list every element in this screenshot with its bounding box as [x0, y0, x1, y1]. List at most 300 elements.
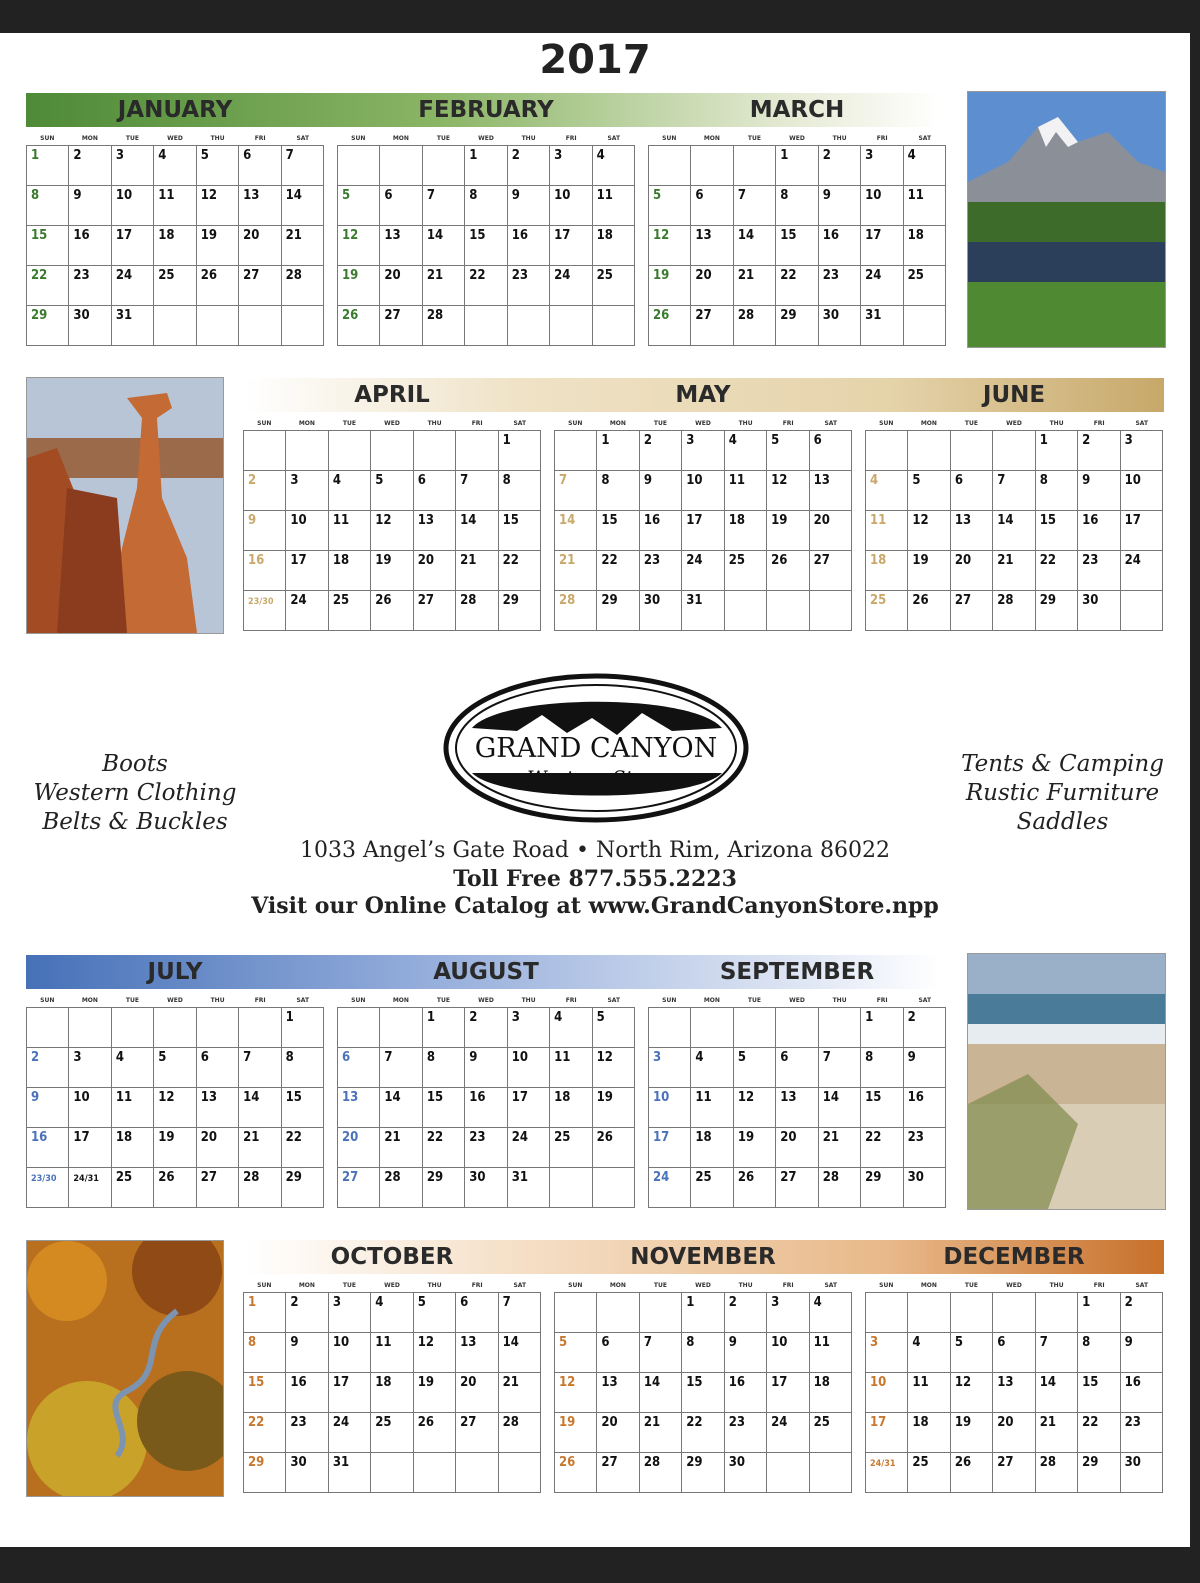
empty-day-cell: [329, 431, 371, 471]
day-number: 15: [601, 513, 618, 528]
weekday-label: MON: [703, 135, 720, 142]
day-cell: [329, 1373, 371, 1413]
day-number: 17: [653, 1130, 670, 1145]
day-cell: [286, 1373, 328, 1413]
day-number: 30: [643, 593, 661, 608]
day-cell: [904, 1168, 946, 1208]
day-cell: [414, 1333, 456, 1373]
day-number: 7: [559, 473, 568, 488]
day-cell: [338, 266, 380, 306]
day-cell: [244, 1453, 286, 1493]
day-cell: [465, 1088, 507, 1128]
day-number: 13: [997, 1375, 1014, 1390]
right-product-item: Saddles: [1016, 809, 1109, 835]
empty-day-cell: [239, 1008, 281, 1048]
day-number: 15: [1082, 1375, 1099, 1390]
day-number: 7: [643, 1335, 652, 1350]
day-cell: [593, 1008, 635, 1048]
day-cell: [380, 1048, 422, 1088]
empty-day-cell: [993, 431, 1035, 471]
month-grid-october: [243, 1280, 541, 1493]
weekday-label: THU: [210, 997, 225, 1004]
day-cell: [951, 471, 993, 511]
weekday-header: [337, 995, 635, 1007]
day-number: 2: [290, 1295, 299, 1310]
day-cell: [69, 226, 111, 266]
day-number: 25: [375, 1415, 392, 1430]
weekday-header: [243, 1280, 541, 1292]
day-number: 24: [554, 268, 571, 283]
day-cell: [329, 1453, 371, 1493]
day-number: 2: [1124, 1295, 1133, 1310]
day-number: 24: [1124, 553, 1141, 568]
day-cell: [649, 1088, 691, 1128]
empty-day-cell: [499, 1453, 541, 1493]
day-number: 9: [822, 188, 831, 203]
day-number: 16: [728, 1375, 745, 1390]
empty-day-cell: [69, 1008, 111, 1048]
day-number: 6: [417, 473, 426, 488]
day-number: 14: [997, 513, 1014, 528]
day-cell: [866, 1333, 908, 1373]
day-number: 23: [511, 268, 528, 283]
day-cell: [861, 1008, 903, 1048]
day-cell: [380, 1168, 422, 1208]
day-number: 25: [158, 268, 175, 283]
day-number: 19: [596, 1090, 613, 1105]
weekday-header: [865, 418, 1163, 430]
weekday-label: WED: [1006, 1282, 1022, 1289]
day-number: 20: [417, 553, 434, 568]
right-product-list: [955, 750, 1170, 837]
day-number: 27: [813, 553, 830, 568]
day-number: 13: [384, 228, 401, 243]
empty-day-cell: [904, 306, 946, 346]
day-number: 21: [737, 268, 755, 283]
day-number: 21: [426, 268, 444, 283]
weekday-label: SUN: [879, 1282, 894, 1289]
day-cell: [456, 1413, 498, 1453]
day-number: 21: [502, 1375, 519, 1390]
day-number: 20: [384, 268, 401, 283]
day-number: 29: [426, 1170, 444, 1185]
day-number: 15: [780, 228, 797, 243]
day-cell: [866, 1453, 908, 1493]
day-cell: [69, 1128, 111, 1168]
day-number: 22: [1039, 553, 1056, 568]
day-number: 19: [559, 1415, 576, 1430]
day-cell: [282, 1168, 324, 1208]
day-number: 9: [290, 1335, 299, 1350]
day-cell: [993, 1413, 1035, 1453]
day-cell: [197, 1128, 239, 1168]
day-number: 2: [511, 148, 520, 163]
day-cell: [329, 1413, 371, 1453]
day-cell: [682, 511, 724, 551]
weekday-label: WED: [384, 420, 400, 427]
day-number: 18: [907, 228, 924, 243]
weekday-label: THU: [1049, 420, 1064, 427]
day-cell: [27, 226, 69, 266]
day-number: 25: [728, 553, 745, 568]
empty-day-cell: [993, 1293, 1035, 1333]
day-cell: [371, 1373, 413, 1413]
day-number: 28: [643, 1455, 661, 1470]
day-number: 26: [342, 308, 359, 323]
day-cell: [550, 146, 592, 186]
day-cell: [776, 1048, 818, 1088]
day-cell: [776, 1128, 818, 1168]
day-number: 21: [243, 1130, 260, 1145]
day-cell: [819, 306, 861, 346]
day-cell: [69, 1168, 111, 1208]
day-number: 30: [728, 1455, 745, 1470]
day-number: 11: [728, 473, 745, 488]
day-cell: [593, 186, 635, 226]
day-cell: [861, 1168, 903, 1208]
day-number: 6: [460, 1295, 469, 1310]
weekday-label: SUN: [257, 420, 272, 427]
day-number: 12: [417, 1335, 434, 1350]
day-cell: [423, 226, 465, 266]
day-number: 3: [870, 1335, 879, 1350]
day-number: 5: [771, 433, 780, 448]
day-number: 25: [554, 1130, 571, 1145]
day-number: 4: [912, 1335, 921, 1350]
day-cell: [691, 1168, 733, 1208]
day-number: 16: [73, 228, 90, 243]
weekday-label: SAT: [1135, 420, 1149, 427]
day-number: 20: [460, 1375, 477, 1390]
day-cell: [154, 146, 196, 186]
day-cell: [734, 266, 776, 306]
day-cell: [69, 266, 111, 306]
day-number: 25: [907, 268, 924, 283]
day-cell: [1078, 1413, 1120, 1453]
weekday-label: THU: [521, 997, 536, 1004]
day-number: 31: [686, 593, 703, 608]
day-number: 1: [285, 1010, 294, 1025]
weekday-label: THU: [738, 420, 753, 427]
day-cell: [597, 511, 639, 551]
day-number: 7: [502, 1295, 511, 1310]
weekday-header: [337, 133, 635, 145]
weekday-header: [865, 1280, 1163, 1292]
day-number: 9: [31, 1090, 40, 1105]
day-cell: [499, 591, 541, 631]
day-cell: [725, 1373, 767, 1413]
day-number: 22: [780, 268, 797, 283]
day-cell: [767, 511, 809, 551]
day-cell: [112, 1088, 154, 1128]
day-cell: [154, 1128, 196, 1168]
day-cell: [993, 591, 1035, 631]
day-number: 6: [342, 1050, 351, 1065]
day-cell: [734, 226, 776, 266]
day-number: 28: [426, 308, 444, 323]
day-cell: [423, 186, 465, 226]
weekday-header: [243, 418, 541, 430]
empty-day-cell: [593, 306, 635, 346]
day-cell: [197, 1048, 239, 1088]
day-cell: [725, 1453, 767, 1493]
day-cell: [380, 1128, 422, 1168]
day-number: 6: [813, 433, 822, 448]
day-number: 15: [426, 1090, 444, 1105]
weekday-label: SAT: [1135, 1282, 1149, 1289]
weekday-label: THU: [832, 135, 847, 142]
weekday-label: TUE: [964, 420, 978, 427]
day-cell: [338, 1168, 380, 1208]
day-cell: [550, 226, 592, 266]
day-cell: [197, 186, 239, 226]
weekday-label: THU: [832, 997, 847, 1004]
day-cell: [1036, 1413, 1078, 1453]
day-number: 20: [780, 1130, 797, 1145]
empty-day-cell: [380, 146, 422, 186]
day-cell: [239, 1128, 281, 1168]
day-cell: [197, 1088, 239, 1128]
day-number: 22: [31, 268, 48, 283]
day-cell: [244, 1333, 286, 1373]
day-cell: [1036, 1373, 1078, 1413]
day-number: 2: [31, 1050, 40, 1065]
day-cell: [767, 1373, 809, 1413]
day-cell: [1078, 471, 1120, 511]
day-cell: [951, 1413, 993, 1453]
day-number: 9: [728, 1335, 737, 1350]
day-cell: [508, 1088, 550, 1128]
day-number: 12: [596, 1050, 613, 1065]
day-number: 3: [653, 1050, 662, 1065]
day-cell: [861, 146, 903, 186]
day-cell: [508, 1008, 550, 1048]
day-number: 4: [728, 433, 737, 448]
day-cell: [908, 1413, 950, 1453]
day-number: 13: [342, 1090, 359, 1105]
day-cell: [691, 1088, 733, 1128]
day-number: 5: [559, 1335, 568, 1350]
empty-day-cell: [866, 431, 908, 471]
empty-day-cell: [371, 1453, 413, 1493]
weekday-label: THU: [210, 135, 225, 142]
day-number: 24: [771, 1415, 788, 1430]
day-number: 17: [865, 228, 882, 243]
day-cell: [597, 591, 639, 631]
weekday-label: FRI: [876, 997, 888, 1004]
empty-day-cell: [380, 1008, 422, 1048]
day-number: 24: [332, 1415, 350, 1430]
store-catalog-link[interactable]: Visit our Online Catalog at www.GrandCanyonStore.npp: [251, 893, 939, 919]
weekday-label: TUE: [436, 997, 450, 1004]
day-number: 11: [375, 1335, 392, 1350]
weekday-header: [648, 995, 946, 1007]
weekday-label: WED: [789, 135, 805, 142]
day-number: 12: [375, 513, 392, 528]
day-cell: [465, 146, 507, 186]
empty-day-cell: [734, 1008, 776, 1048]
day-number: 19: [653, 268, 670, 283]
day-number: 13: [813, 473, 830, 488]
weekday-label: SAT: [824, 1282, 838, 1289]
day-cell: [593, 266, 635, 306]
day-cell: [465, 1168, 507, 1208]
day-cell: [819, 146, 861, 186]
day-cell: [819, 226, 861, 266]
day-number: 26: [158, 1170, 175, 1185]
day-cell: [27, 186, 69, 226]
day-number: 5: [954, 1335, 963, 1350]
day-number: 9: [1082, 473, 1091, 488]
day-cell: [112, 146, 154, 186]
day-cell: [904, 1048, 946, 1088]
day-cell: [1036, 551, 1078, 591]
day-cell: [154, 1088, 196, 1128]
day-cell: [456, 511, 498, 551]
day-number: 18: [158, 228, 175, 243]
weekday-label: WED: [478, 135, 494, 142]
day-number: 1: [1082, 1295, 1091, 1310]
day-cell: [734, 1168, 776, 1208]
day-number: 27: [200, 1170, 217, 1185]
day-number: 4: [695, 1050, 704, 1065]
day-number: 26: [912, 593, 929, 608]
empty-day-cell: [282, 306, 324, 346]
empty-day-cell: [465, 306, 507, 346]
day-cell: [27, 146, 69, 186]
day-number: 1: [1039, 433, 1048, 448]
day-cell: [810, 551, 852, 591]
day-cell: [112, 306, 154, 346]
day-number: 27: [601, 1455, 618, 1470]
day-number: 30: [1082, 593, 1099, 608]
day-cell: [508, 266, 550, 306]
day-number: 8: [285, 1050, 294, 1065]
day-cell: [154, 266, 196, 306]
weekday-label: SAT: [918, 135, 932, 142]
day-cell: [908, 471, 950, 511]
day-cell: [329, 1333, 371, 1373]
weekday-label: SUN: [662, 997, 677, 1004]
day-number: 4: [115, 1050, 124, 1065]
day-cell: [69, 146, 111, 186]
day-number: 17: [771, 1375, 788, 1390]
day-number: 18: [695, 1130, 712, 1145]
day-cell: [414, 1413, 456, 1453]
day-number: 10: [73, 1090, 90, 1105]
empty-day-cell: [550, 1168, 592, 1208]
weekday-label: SUN: [351, 135, 366, 142]
weekday-label: FRI: [782, 1282, 794, 1289]
day-cell: [810, 431, 852, 471]
day-number: 15: [31, 228, 48, 243]
day-cell: [908, 551, 950, 591]
day-cell: [951, 1453, 993, 1493]
day-number: 9: [469, 1050, 478, 1065]
day-number: 4: [375, 1295, 384, 1310]
day-number: 20: [695, 268, 712, 283]
day-number: 16: [469, 1090, 486, 1105]
day-number: 16: [511, 228, 528, 243]
day-cell: [993, 511, 1035, 551]
day-cell: [597, 1453, 639, 1493]
day-number: 18: [375, 1375, 392, 1390]
day-cell: [908, 591, 950, 631]
day-cell: [1121, 1373, 1163, 1413]
day-number: 27: [460, 1415, 477, 1430]
weekday-label: FRI: [782, 420, 794, 427]
day-cell: [499, 1293, 541, 1333]
day-number: 30: [73, 308, 90, 323]
day-number: 28: [737, 308, 755, 323]
day-number: 28: [460, 593, 477, 608]
weekday-label: TUE: [653, 1282, 667, 1289]
day-number: 21: [1039, 1415, 1056, 1430]
empty-day-cell: [908, 431, 950, 471]
day-number: 2: [643, 433, 652, 448]
weekday-label: SAT: [607, 997, 621, 1004]
empty-day-cell: [691, 1008, 733, 1048]
day-number: 24: [653, 1170, 670, 1185]
weekday-label: THU: [427, 1282, 442, 1289]
day-cell: [597, 1373, 639, 1413]
day-number: 5: [596, 1010, 605, 1025]
day-number: 8: [502, 473, 511, 488]
day-cell: [550, 1128, 592, 1168]
empty-day-cell: [1121, 591, 1163, 631]
day-number: 20: [954, 553, 972, 568]
day-cell: [819, 1168, 861, 1208]
day-number: 5: [342, 188, 351, 203]
day-cell: [682, 1333, 724, 1373]
day-cell: [154, 186, 196, 226]
day-number: 12: [200, 188, 217, 203]
month-grid-june: [865, 418, 1163, 631]
day-number: 5: [417, 1295, 426, 1310]
day-number: 16: [822, 228, 839, 243]
day-cell: [1078, 511, 1120, 551]
empty-day-cell: [819, 1008, 861, 1048]
day-cell: [593, 1088, 635, 1128]
day-number: 25: [870, 593, 887, 608]
day-number: 22: [601, 553, 618, 568]
day-number: 8: [31, 188, 40, 203]
day-cell: [244, 511, 286, 551]
day-number: 20: [997, 1415, 1014, 1430]
weekday-label: FRI: [565, 997, 577, 1004]
weekday-label: TUE: [125, 135, 139, 142]
day-number: 20: [813, 513, 830, 528]
day-cell: [691, 306, 733, 346]
day-number: 26: [653, 308, 670, 323]
empty-day-cell: [767, 1453, 809, 1493]
day-number: 17: [332, 1375, 350, 1390]
weekday-label: SAT: [918, 997, 932, 1004]
day-number: 30: [822, 308, 839, 323]
day-number: 31: [115, 308, 133, 323]
day-number: 11: [332, 513, 350, 528]
day-cell: [908, 1373, 950, 1413]
left-product-item: Boots: [102, 751, 168, 777]
day-cell: [371, 1293, 413, 1333]
day-number: 8: [1082, 1335, 1091, 1350]
day-number: 5: [200, 148, 209, 163]
day-number: 26: [954, 1455, 972, 1470]
day-cell: [112, 186, 154, 226]
month-title-may: MAY: [675, 382, 731, 408]
day-number: 17: [290, 553, 307, 568]
weekday-label: WED: [478, 997, 494, 1004]
